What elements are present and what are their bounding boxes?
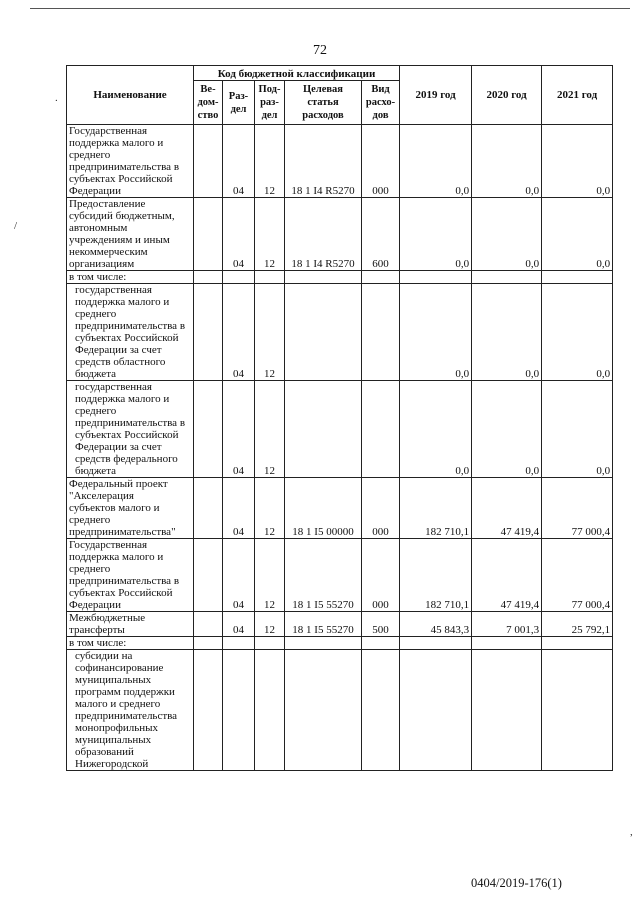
cell-razdel: 04 — [223, 381, 255, 478]
cell-y2020 — [472, 271, 542, 284]
cell-podrazdel: 12 — [255, 198, 285, 271]
table-row — [67, 125, 613, 198]
header-podrazdel: Под- раз- дел — [255, 81, 285, 125]
cell-celevaya — [285, 271, 362, 284]
cell-podrazdel — [255, 271, 285, 284]
cell-razdel — [223, 650, 255, 771]
cell-y2021: 77 000,4 — [542, 478, 613, 539]
cell-name: государственная поддержка малого и среднего предпринимательства в субъектах Российской Федерации за счет средств областного бюджета — [67, 284, 194, 381]
cell-y2021 — [542, 637, 613, 650]
cell-podrazdel: 12 — [255, 478, 285, 539]
cell-y2021: 25 792,1 — [542, 612, 613, 637]
cell-ved — [194, 478, 223, 539]
cell-ved — [194, 612, 223, 637]
cell-y2019: 0,0 — [400, 125, 472, 198]
table-row — [67, 637, 613, 650]
cell-celevaya: 18 1 I5 55270 — [285, 612, 362, 637]
cell-y2019 — [400, 650, 472, 771]
cell-y2019 — [400, 637, 472, 650]
table-row — [67, 198, 613, 271]
header-razdel: Раз- дел — [223, 81, 255, 125]
cell-razdel: 04 — [223, 284, 255, 381]
header-2020: 2020 год — [472, 66, 542, 125]
cell-ved — [194, 539, 223, 612]
cell-razdel: 04 — [223, 198, 255, 271]
table-row — [67, 381, 613, 478]
cell-celevaya: 18 1 I4 R5270 — [285, 198, 362, 271]
cell-podrazdel — [255, 637, 285, 650]
cell-y2021: 77 000,4 — [542, 539, 613, 612]
cell-name: Государственная поддержка малого и среднего предпринимательства в субъектах Российской Федерации — [67, 125, 194, 198]
cell-y2021: 0,0 — [542, 125, 613, 198]
cell-celevaya: 18 1 I5 55270 — [285, 539, 362, 612]
table-row — [67, 612, 613, 637]
cell-podrazdel: 12 — [255, 284, 285, 381]
cell-vid — [362, 637, 400, 650]
cell-vid — [362, 271, 400, 284]
cell-podrazdel: 12 — [255, 539, 285, 612]
cell-y2019: 45 843,3 — [400, 612, 472, 637]
header-celevaya: Целевая статья расходов — [285, 81, 362, 125]
cell-ved — [194, 650, 223, 771]
cell-name: в том числе: — [67, 271, 194, 284]
header-vid: Вид расхо- дов — [362, 81, 400, 125]
cell-y2020 — [472, 637, 542, 650]
cell-ved — [194, 381, 223, 478]
margin-mark: , — [630, 826, 633, 838]
cell-y2020: 0,0 — [472, 125, 542, 198]
cell-vid — [362, 381, 400, 478]
cell-y2020: 0,0 — [472, 381, 542, 478]
cell-vid — [362, 650, 400, 771]
cell-ved — [194, 637, 223, 650]
page-number: 72 — [313, 43, 327, 58]
cell-y2020: 7 001,3 — [472, 612, 542, 637]
cell-y2019: 0,0 — [400, 381, 472, 478]
cell-ved — [194, 284, 223, 381]
header-2021: 2021 год — [542, 66, 613, 125]
cell-ved — [194, 125, 223, 198]
cell-ved — [194, 198, 223, 271]
cell-name: государственная поддержка малого и среднего предпринимательства в субъектах Российской Федерации за счет средств федерального бюджета — [67, 381, 194, 478]
header-classification-group: Код бюджетной классификации — [194, 66, 400, 81]
header-name: Наименование — [67, 66, 194, 125]
cell-podrazdel: 12 — [255, 612, 285, 637]
cell-podrazdel: 12 — [255, 125, 285, 198]
table-row — [67, 284, 613, 381]
margin-mark: / — [14, 220, 18, 232]
header-2019: 2019 год — [400, 66, 472, 125]
table-row — [67, 271, 613, 284]
margin-mark: . — [55, 92, 58, 104]
cell-razdel: 04 — [223, 478, 255, 539]
table-row — [67, 539, 613, 612]
cell-y2021: 0,0 — [542, 284, 613, 381]
cell-razdel — [223, 271, 255, 284]
cell-celevaya — [285, 284, 362, 381]
cell-y2019 — [400, 271, 472, 284]
cell-y2019: 0,0 — [400, 198, 472, 271]
cell-y2021: 0,0 — [542, 198, 613, 271]
cell-razdel: 04 — [223, 539, 255, 612]
cell-name: Федеральный проект "Акселерация субъектов малого и среднего предпринимательства" — [67, 478, 194, 539]
cell-vid — [362, 284, 400, 381]
cell-name: субсидии на софинансирование муниципальных программ поддержки малого и среднего предпринимательства монопрофильных муниципальных образований Нижегородской — [67, 650, 194, 771]
table-row — [67, 650, 613, 771]
cell-celevaya: 18 1 I5 00000 — [285, 478, 362, 539]
cell-y2021: 0,0 — [542, 381, 613, 478]
cell-vid: 000 — [362, 478, 400, 539]
cell-y2020: 0,0 — [472, 198, 542, 271]
cell-podrazdel: 12 — [255, 381, 285, 478]
cell-y2020 — [472, 650, 542, 771]
cell-celevaya — [285, 650, 362, 771]
cell-razdel: 04 — [223, 125, 255, 198]
cell-y2020: 0,0 — [472, 284, 542, 381]
cell-name: Межбюджетные трансферты — [67, 612, 194, 637]
cell-razdel: 04 — [223, 612, 255, 637]
cell-y2020: 47 419,4 — [472, 539, 542, 612]
table-row — [67, 478, 613, 539]
cell-y2019: 182 710,1 — [400, 539, 472, 612]
cell-vid: 000 — [362, 125, 400, 198]
cell-y2021 — [542, 650, 613, 771]
cell-y2019: 0,0 — [400, 284, 472, 381]
cell-y2019: 182 710,1 — [400, 478, 472, 539]
cell-name: Предоставление субсидий бюджетным, автономным учреждениям и иным некоммерческим организациям — [67, 198, 194, 271]
cell-vid: 000 — [362, 539, 400, 612]
footer-code: 0404/2019-176(1) — [471, 876, 562, 890]
header-ved: Ве- дом- ство — [194, 81, 223, 125]
cell-celevaya: 18 1 I4 R5270 — [285, 125, 362, 198]
cell-name: в том числе: — [67, 637, 194, 650]
cell-celevaya — [285, 637, 362, 650]
cell-ved — [194, 271, 223, 284]
cell-razdel — [223, 637, 255, 650]
cell-celevaya — [285, 381, 362, 478]
cell-vid: 600 — [362, 198, 400, 271]
cell-y2021 — [542, 271, 613, 284]
cell-vid: 500 — [362, 612, 400, 637]
top-rule — [30, 8, 630, 9]
cell-y2020: 47 419,4 — [472, 478, 542, 539]
budget-table — [66, 65, 613, 771]
cell-podrazdel — [255, 650, 285, 771]
cell-name: Государственная поддержка малого и среднего предпринимательства в субъектах Российской Федерации — [67, 539, 194, 612]
